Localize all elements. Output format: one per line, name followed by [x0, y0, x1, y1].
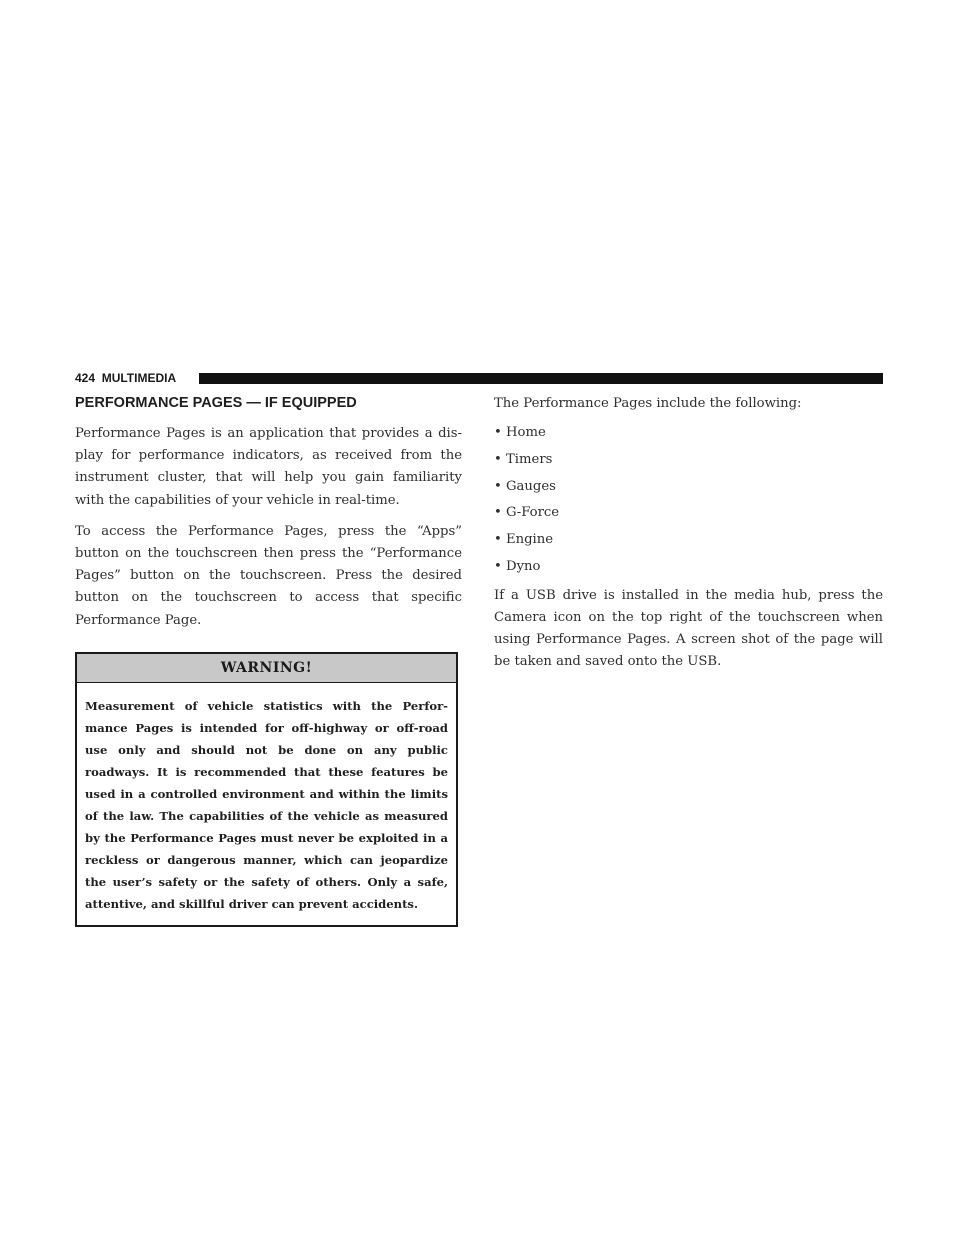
list-intro: The Performance Pages include the following:: [494, 396, 802, 411]
bullet-icon: •: [494, 558, 502, 574]
list-item-label: Engine: [506, 532, 554, 548]
list-item-label: Gauges: [506, 478, 556, 494]
bullet-icon: •: [494, 478, 502, 494]
list-item: [494, 447, 883, 474]
list-item-label: Dyno: [506, 558, 541, 574]
pages-list: [494, 420, 883, 581]
list-item: [494, 554, 883, 581]
paragraph-usb: If a USB drive is installed in the media hub, press the Camera icon on the top right of the touchscreen when using Performance Pages. A screen shot of the page will be taken and saved onto the USB.: [494, 587, 883, 670]
warning-body: Measurement of vehicle statistics with the Perfor-mance Pages is intended for off-highway or off-road use only and should not be done on any public roadways. It is recommended that these features be used in a controlled environment and within the limits of the law. The capabilities of the vehicle as measured by the Performance Pages must never be exploited in a reckless or dangerous manner, which can jeopardize the user’s safety or the safety of others. Only a safe, attentive, and skillful driver can prevent accidents.: [85, 698, 448, 911]
running-header: [75, 371, 883, 386]
warning-box: [75, 652, 458, 927]
warning-title: WARNING!: [77, 654, 456, 683]
list-item-label: G-Force: [506, 505, 560, 521]
header-section: MULTIMEDIA: [101, 371, 177, 385]
page-number: 424: [75, 371, 96, 385]
list-item: [494, 500, 883, 527]
left-column: [75, 393, 462, 927]
bullet-icon: •: [494, 532, 502, 548]
list-item-label: Timers: [506, 451, 553, 467]
section-title: PERFORMANCE PAGES — IF EQUIPPED: [75, 395, 357, 411]
bullet-icon: •: [494, 451, 502, 467]
list-item: [494, 474, 883, 501]
header-rule: [199, 373, 883, 384]
bullet-icon: •: [494, 425, 502, 440]
list-item: [494, 420, 883, 447]
paragraph-intro: Performance Pages is an application that provides a dis-play for performance indicators, as received from the instrument cluster, that will help you gain familiarity with the capabilities of your vehicle in real-time.: [75, 426, 462, 508]
header-label: [75, 371, 176, 386]
list-item-label: Home: [506, 425, 546, 440]
right-column: [494, 393, 883, 683]
list-item: [494, 527, 883, 554]
paragraph-access: To access the Performance Pages, press the “Apps” button on the touchscreen then press the “Performance Pages” button on the touchscreen. Press the desired button on the touchscreen to access that specific Performance Page.: [75, 523, 462, 628]
bullet-icon: •: [494, 505, 502, 521]
